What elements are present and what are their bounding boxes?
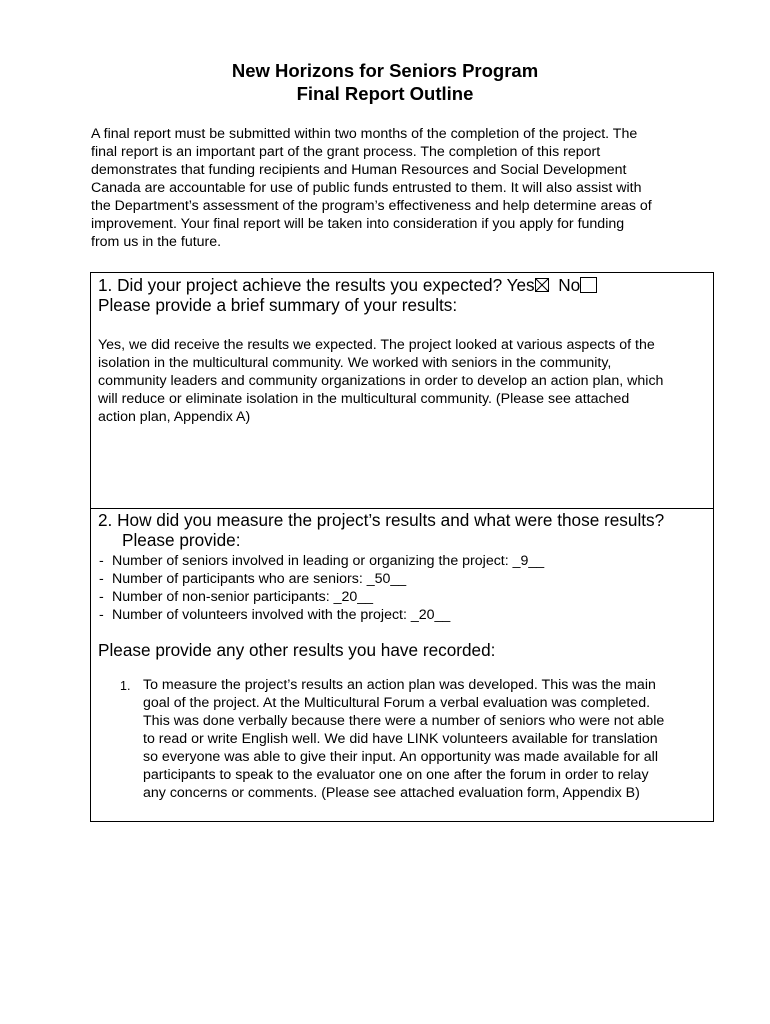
answer-line: will reduce or eliminate isolation in the multicultural community. (Please see attached	[98, 391, 630, 407]
question1-heading	[98, 275, 597, 295]
item-line: any concerns or comments. (Please see attached evaluation form, Appendix B)	[143, 785, 640, 801]
bullet-text: Number of volunteers involved with the project: _20__	[112, 607, 451, 623]
item-line: This was done verbally because there were a number of seniors who were not able	[143, 713, 665, 729]
bullet-text: Number of participants who are seniors: _50__	[112, 571, 407, 587]
answer-line: isolation in the multicultural community. We worked with seniors in the community,	[98, 355, 612, 371]
question1-prefix: 1. Did your project achieve the results you expected? Yes	[98, 275, 535, 295]
page-title: New Horizons for Seniors Program	[231, 60, 539, 81]
intro-line: improvement. Your final report will be taken into consideration if you apply for funding	[91, 216, 625, 232]
checked-x-icon	[536, 279, 548, 291]
answer-line: community leaders and community organizations in order to develop an action plan, which	[98, 373, 664, 389]
bullet-dash: -	[99, 607, 104, 623]
no-checkbox[interactable]	[580, 277, 597, 293]
item-line: to read or write English well. We did have LINK volunteers available for translation	[143, 731, 658, 747]
page-subtitle: Final Report Outline	[296, 83, 474, 104]
bullet-dash: -	[99, 553, 104, 569]
bullet-dash: -	[99, 571, 104, 587]
bullet-text: Number of non-senior participants: _20__	[112, 589, 374, 605]
intro-line: demonstrates that funding recipients and Human Resources and Social Development	[91, 162, 627, 178]
bullet-item	[99, 570, 406, 588]
yes-checkbox[interactable]	[535, 278, 549, 292]
intro-line: A final report must be submitted within two months of the completion of the project. The	[91, 126, 638, 142]
intro-line: from us in the future.	[91, 234, 222, 250]
question1-answer	[98, 336, 663, 426]
bullet-item	[99, 606, 450, 624]
question1-subheading: Please provide a brief summary of your results:	[98, 295, 458, 315]
item-line: goal of the project. At the Multicultural Forum a verbal evaluation was completed.	[143, 695, 651, 711]
answer-line: Yes, we did receive the results we expected. The project looked at various aspects of the	[98, 337, 655, 353]
row-divider	[91, 508, 713, 509]
intro-line: Canada are accountable for use of public funds entrusted to them. It will also assist with	[91, 180, 642, 196]
intro-line: final report is an important part of the grant process. The completion of this report	[91, 144, 601, 160]
bullet-dash: -	[99, 589, 104, 605]
question2-heading: 2. How did you measure the project’s results and what were those results?	[98, 510, 665, 530]
no-label: No	[558, 275, 581, 295]
item-line: To measure the project’s results an action plan was developed. This was the main	[143, 677, 656, 693]
item-line: so everyone was able to give their input. An opportunity was made available for all	[143, 749, 658, 765]
intro-line: the Department’s assessment of the program’s effectiveness and help determine areas of	[91, 198, 652, 214]
bullet-item	[99, 588, 373, 606]
report-table	[90, 272, 714, 822]
bullet-text: Number of seniors involved in leading or organizing the project: _9__	[112, 553, 545, 569]
intro-paragraph	[91, 125, 711, 251]
item-line: participants to speak to the evaluator one on one after the forum in order to relay	[143, 767, 649, 783]
bullet-item	[99, 552, 544, 570]
item-number: 1.	[120, 679, 131, 693]
item-text	[143, 676, 664, 802]
other-results-heading: Please provide any other results you have recorded:	[98, 640, 496, 660]
question2-heading-cont: Please provide:	[122, 530, 241, 550]
answer-line: action plan, Appendix A)	[98, 409, 251, 425]
